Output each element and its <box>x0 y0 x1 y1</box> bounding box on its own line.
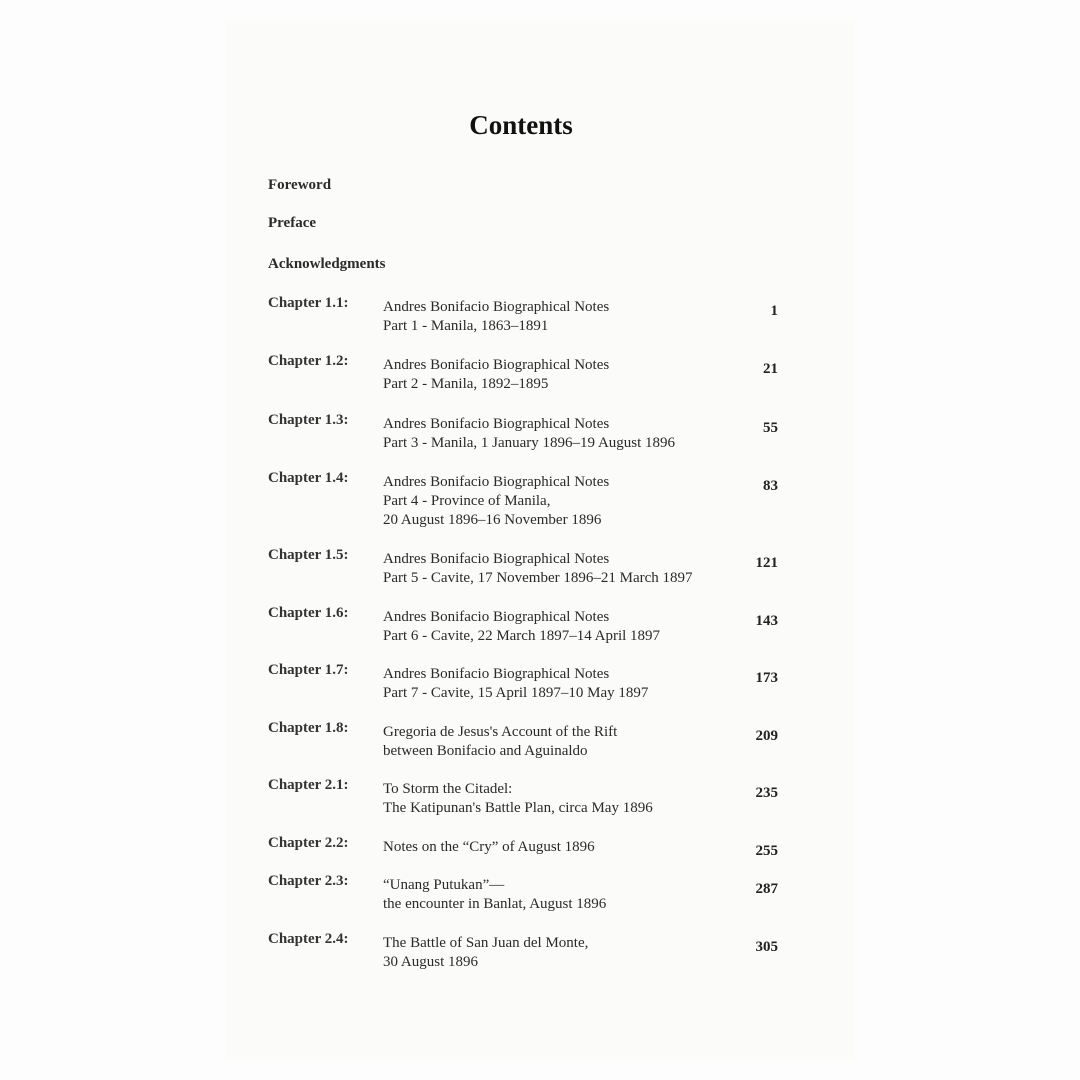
front-matter-preface: Preface <box>268 215 317 231</box>
chapter-label: Chapter 1.1: <box>268 295 349 311</box>
chapter-title-line: Part 7 - Cavite, 15 April 1897–10 May 1897 <box>383 685 649 701</box>
chapter-title <box>383 550 693 588</box>
chapter-label: Chapter 1.5: <box>268 547 349 563</box>
chapter-title-line: Andres Bonifacio Biographical Notes <box>383 357 610 373</box>
page-title: Contents <box>469 110 573 140</box>
page-number: 209 <box>755 728 778 744</box>
chapter-title-line: 30 August 1896 <box>383 954 479 970</box>
chapter-title-line: Andres Bonifacio Biographical Notes <box>383 299 610 315</box>
chapter-title <box>383 298 609 336</box>
front-matter-foreword: Foreword <box>268 177 332 193</box>
chapter-title-line: Part 4 - Province of Manila, <box>383 493 551 509</box>
page-number: 55 <box>763 420 778 436</box>
chapter-label: Chapter 1.8: <box>268 720 349 736</box>
chapter-title <box>383 780 653 818</box>
page-number: 255 <box>755 843 778 859</box>
chapter-label: Chapter 2.1: <box>268 777 349 793</box>
page-number: 305 <box>755 939 778 955</box>
page-number: 1 <box>770 303 778 319</box>
chapter-title <box>383 473 609 530</box>
chapter-title-line: “Unang Putukan”— <box>383 877 505 893</box>
chapter-title <box>383 665 648 703</box>
chapter-title <box>383 723 617 761</box>
chapter-title <box>383 876 606 914</box>
chapter-label: Chapter 1.4: <box>268 470 349 486</box>
chapter-label: Chapter 1.3: <box>268 412 349 428</box>
chapter-title-line: Andres Bonifacio Biographical Notes <box>383 609 610 625</box>
chapter-label: Chapter 1.6: <box>268 605 349 621</box>
chapter-label: Chapter 1.7: <box>268 662 349 678</box>
chapter-title-line: Andres Bonifacio Biographical Notes <box>383 416 610 432</box>
page-number: 235 <box>755 785 778 801</box>
chapter-title-line: The Battle of San Juan del Monte, <box>383 935 589 951</box>
chapter-title-line: To Storm the Citadel: <box>383 781 513 797</box>
front-matter-acknowledgments: Acknowledgments <box>268 256 386 272</box>
chapter-title <box>383 838 595 857</box>
chapter-title-line: Part 5 - Cavite, 17 November 1896–21 March 1897 <box>383 570 693 586</box>
chapter-title-line: 20 August 1896–16 November 1896 <box>383 512 602 528</box>
chapter-title-line: Gregoria de Jesus's Account of the Rift <box>383 724 618 740</box>
page-number: 83 <box>763 478 778 494</box>
chapter-title <box>383 608 660 646</box>
chapter-title-line: Part 2 - Manila, 1892–1895 <box>383 376 549 392</box>
chapter-label: Chapter 2.3: <box>268 873 349 889</box>
chapter-title-line: Part 1 - Manila, 1863–1891 <box>383 318 549 334</box>
page-number: 121 <box>755 555 778 571</box>
chapter-title-line: Andres Bonifacio Biographical Notes <box>383 666 610 682</box>
page-number: 287 <box>755 881 778 897</box>
chapter-title-line: Andres Bonifacio Biographical Notes <box>383 551 610 567</box>
chapter-title <box>383 934 588 972</box>
chapter-title-line: Part 6 - Cavite, 22 March 1897–14 April 1897 <box>383 628 661 644</box>
chapter-title-line: Part 3 - Manila, 1 January 1896–19 August 1896 <box>383 435 676 451</box>
page-number: 173 <box>755 670 778 686</box>
chapter-label: Chapter 2.4: <box>268 931 349 947</box>
chapter-label: Chapter 1.2: <box>268 353 349 369</box>
chapter-label: Chapter 2.2: <box>268 835 349 851</box>
chapter-title-line: between Bonifacio and Aguinaldo <box>383 743 588 759</box>
page-number: 143 <box>755 613 778 629</box>
chapter-title <box>383 356 609 394</box>
chapter-title-line: Notes on the “Cry” of August 1896 <box>383 839 595 855</box>
chapter-title-line: The Katipunan's Battle Plan, circa May 1896 <box>383 800 653 816</box>
chapter-title-line: Andres Bonifacio Biographical Notes <box>383 474 610 490</box>
chapter-title <box>383 415 675 453</box>
chapter-title-line: the encounter in Banlat, August 1896 <box>383 896 607 912</box>
page-number: 21 <box>763 361 778 377</box>
